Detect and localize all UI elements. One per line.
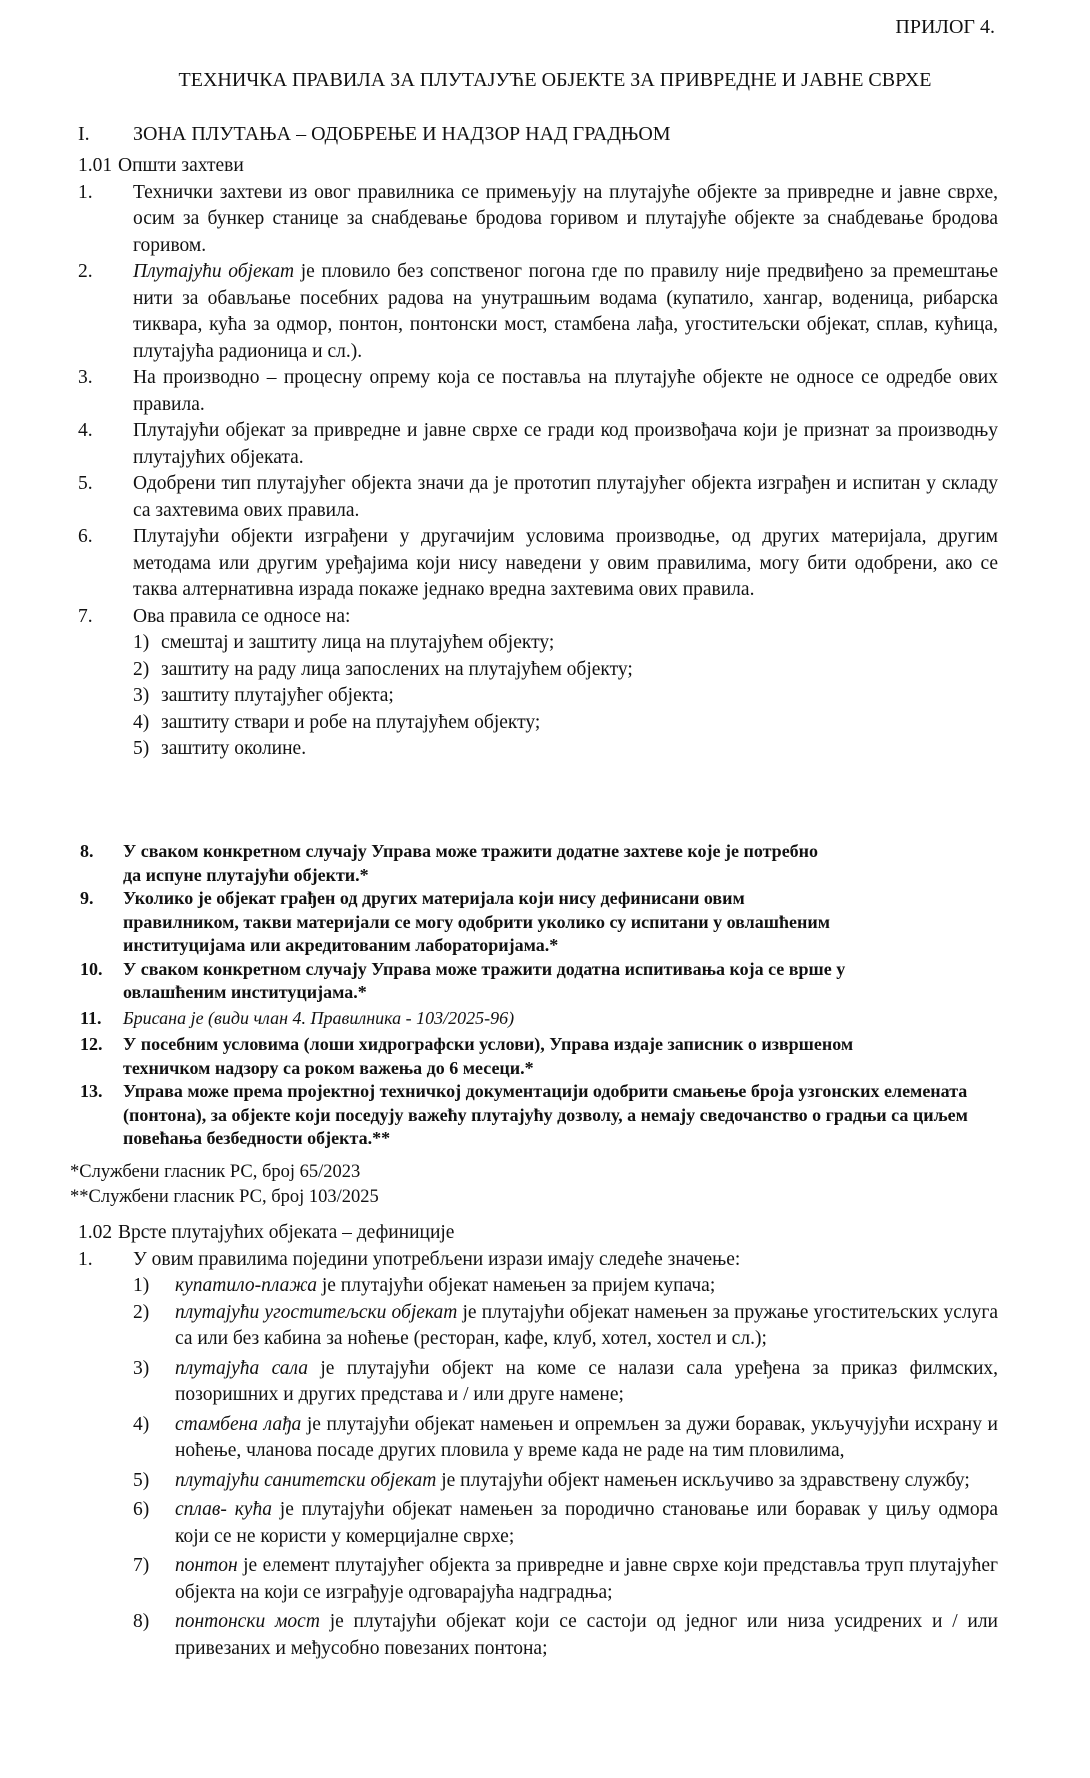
item-text: Уколико је објекат грађен од других материјала који нису дефинисани овим правилником, такви материјали се могу одобрити уколико су испитани у овлашћеним институцијама или акредитованим лабораторијама.* [123, 888, 830, 955]
item-number: 4. [78, 420, 93, 441]
section-title: Општи захтеви [118, 155, 244, 176]
item-text: У сваком конкретном случају Управа може тражити додатна испитивања која се врше у овлашћеним институцијама.* [123, 958, 846, 1002]
list-item [80, 1080, 1030, 1151]
item-text: У сваком конкретном случају Управа може тражити додатне захтеве које је потребно да испуне плутајући објекти.* [123, 841, 819, 885]
list-item [80, 958, 850, 1005]
section-number: 1.01 [78, 155, 113, 176]
item-text: Плутајући објекат за привредне и јавне сврхе се гради код произвођача који је признат за производњу плутајућих објеката. [133, 420, 998, 468]
definition-item [78, 1273, 998, 1300]
item-text: Брисана је (види члан 4. Правилника - 103/2025-96) [123, 1007, 515, 1028]
item-text: Одобрени тип плутајућег објекта значи да је прототип плутајућег објекта изграђен и испитан у складу са захтевима ових правила. [133, 473, 998, 521]
definition-text: је елемент плутајућег објекта за привредне и јавне сврхе који представља труп плутајућег објекта на који се изграђује одговарајућа надградња; [175, 1555, 998, 1603]
section-1-02 [78, 1220, 998, 1662]
item-number: 10. [80, 958, 103, 979]
section-heading [78, 1220, 998, 1247]
list-item [78, 524, 998, 604]
section-title: Врсте плутајућих објеката – дефиниције [118, 1222, 455, 1243]
defined-term: купатило-плажа [175, 1275, 317, 1296]
footnotes [70, 1160, 990, 1210]
list-item [80, 887, 840, 958]
sub-item-text: смештај и заштиту лица на плутајућем објекту; [161, 632, 555, 653]
definition-text: је плутајући објекат који се састоји од једног или низа усидрених и / или привезаних и међусобно повезаних понтона; [175, 1611, 998, 1659]
definition-item [78, 1609, 998, 1662]
defined-term: плутајући угоститељски објекат [175, 1301, 458, 1323]
definition-number: 1) [133, 1275, 150, 1296]
definition-item [78, 1412, 998, 1465]
item-number: 6. [78, 526, 93, 547]
definition-text: је плутајући објекат намењен за пријем купача; [316, 1275, 716, 1296]
sub-item-number: 3) [133, 685, 150, 706]
sub-item-number: 4) [133, 711, 150, 733]
definition-item [78, 1497, 998, 1550]
sub-item-text: заштиту плутајућег објекта; [161, 685, 394, 706]
definition-item [78, 1300, 998, 1353]
amended-items [80, 840, 968, 1151]
defined-term: плутајућа сала [175, 1357, 309, 1379]
sub-item [78, 710, 998, 737]
definition-item [78, 1468, 998, 1495]
definition-number: 3) [133, 1357, 150, 1379]
list-item [78, 1247, 998, 1274]
section-1-01 [78, 153, 998, 763]
item-text: Технички захтеви из овог правилника се примењују на плутајуће објекте за привредне и јавне сврхе, осим за бункер станице за снабдевање бродова горивом и плутајуће објекте за снабдевање бродова горивом. [133, 181, 998, 256]
sub-item-text: заштиту ствари и робе на плутајућем објекту; [161, 711, 541, 733]
definition-number: 5) [133, 1469, 150, 1491]
document-title: ТЕХНИЧКА ПРАВИЛА ЗА ПЛУТАЈУЋЕ ОБЈЕКТЕ ЗА ПРИВРЕДНЕ И ЈАВНЕ СВРХЕ [178, 69, 932, 91]
sub-item [78, 683, 998, 710]
part-number: I. [78, 123, 90, 145]
definition-item [78, 1553, 998, 1606]
sub-item [78, 630, 998, 657]
definition-text: је плутајући објекат намењен и опремљен за дужи боравак, укључујући исхрану и ноћење, чланова посаде других пловила у време када не раде на тим пловилима, [175, 1413, 998, 1461]
definition-text: је плутајући објект намењен искључиво за здравствену службу; [436, 1469, 970, 1491]
definition-number: 4) [133, 1413, 150, 1435]
sub-item-number: 1) [133, 632, 150, 653]
item-number: 12. [80, 1034, 103, 1054]
list-item-deleted [80, 1007, 900, 1031]
section-heading [78, 153, 998, 180]
definition-text: је плутајући објект на коме се налази сала уређена за приказ филмских, позоришних и других представа и / или друге намене; [175, 1357, 999, 1405]
defined-term: сплав- кућа [175, 1499, 272, 1520]
item-text: Плутајући објекти изграђени у другачијим условима производње, од других материјала, другим методама или другим уређајима који нису наведени у овим правилима, могу бити одобрени, ако се таква алтернативна израда покаже једнако вредна захтевима ових правила. [133, 526, 998, 600]
item-text: Управа може према пројектној техничкој документацији одобрити смањење броја узгонских елемената (понтона), за објекте који поседују важећу плутајућу дозволу, а немају сведочанство о градњи са циљем повећања безбедности објекта.** [123, 1081, 968, 1148]
footnote: **Службени гласник РС, број 103/2025 [70, 1187, 379, 1207]
definition-number: 7) [133, 1555, 150, 1576]
list-item [80, 840, 840, 887]
footnote: *Службени гласник РС, број 65/2023 [70, 1162, 361, 1182]
item-number: 2. [78, 261, 93, 282]
item-number: 5. [78, 473, 93, 494]
sub-item-text: заштиту околине. [161, 738, 307, 759]
item-number: 11. [80, 1007, 102, 1028]
list-item [78, 604, 998, 631]
defined-term: Плутајући објекат [133, 261, 295, 282]
item-number: 8. [80, 841, 94, 861]
list-item [78, 418, 998, 471]
item-text [133, 259, 998, 365]
definition-number: 2) [133, 1301, 150, 1323]
list-item [78, 180, 998, 260]
definition-text: је плутајући објекат намењен за породично становање или боравак у циљу одмора који се не користи у комерцијалне сврхе; [175, 1499, 998, 1547]
item-text: Ова правила се односе на: [133, 605, 351, 627]
definition-number: 8) [133, 1611, 150, 1632]
sub-item-text: заштиту на раду лица запослених на плутајућем објекту; [161, 658, 633, 680]
defined-term: стамбена лађа [175, 1413, 302, 1435]
part-heading [78, 121, 671, 148]
item-text: На производно – процесну опрему која се поставља на плутајуће објекте не односе се одредбе ових правила. [133, 367, 998, 415]
sub-item [78, 736, 998, 763]
item-number: 1. [78, 1248, 93, 1270]
item-number: 3. [78, 367, 93, 388]
list-item [78, 365, 998, 418]
definition-text: је плутајући објекат намењен за пружање угоститељских услуга са или без кабина за ноћење (ресторан, кафе, клуб, хотел, хостел и сл.); [175, 1301, 998, 1349]
part-title: ЗОНА ПЛУТАЊА – ОДОБРЕЊЕ И НАДЗОР НАД ГРАДЊОМ [133, 123, 671, 145]
sub-item-number: 5) [133, 738, 150, 759]
item-text: У овим правилима поједини употребљени изрази имају следеће значење: [133, 1248, 741, 1270]
item-number: 13. [80, 1081, 103, 1101]
sub-item [78, 657, 998, 684]
list-item [78, 259, 998, 365]
item-number: 7. [78, 605, 93, 627]
section-number: 1.02 [78, 1222, 113, 1243]
defined-term: понтон [175, 1555, 238, 1576]
item-text: У посебним условима (лоши хидрографски услови), Управа издаје записник о извршеном техничком надзору са роком важења до 6 месеци.* [123, 1034, 854, 1078]
list-item [80, 1033, 870, 1080]
definition-number: 6) [133, 1499, 150, 1520]
item-number: 1. [78, 181, 93, 203]
definition-item [78, 1356, 998, 1409]
list-item [78, 471, 998, 524]
sub-item-number: 2) [133, 658, 150, 680]
item-body: је пловило без сопственог погона где по правилу није предвиђено за премештање нити за обављање посебних радова на унутрашњим водама (купатило, хангар, воденица, рибарска тиквара, кућа за одмор, понтон, понтонски мост, стамбена лађа, угоститељски објекат, сплав, кућица, плутајућа радионица и сл.). [133, 261, 999, 362]
defined-term: понтонски мост [175, 1611, 320, 1632]
item-number: 9. [80, 888, 94, 908]
annex-label: ПРИЛОГ 4. [895, 16, 995, 38]
defined-term: плутајући санитетски објекат [175, 1469, 437, 1491]
